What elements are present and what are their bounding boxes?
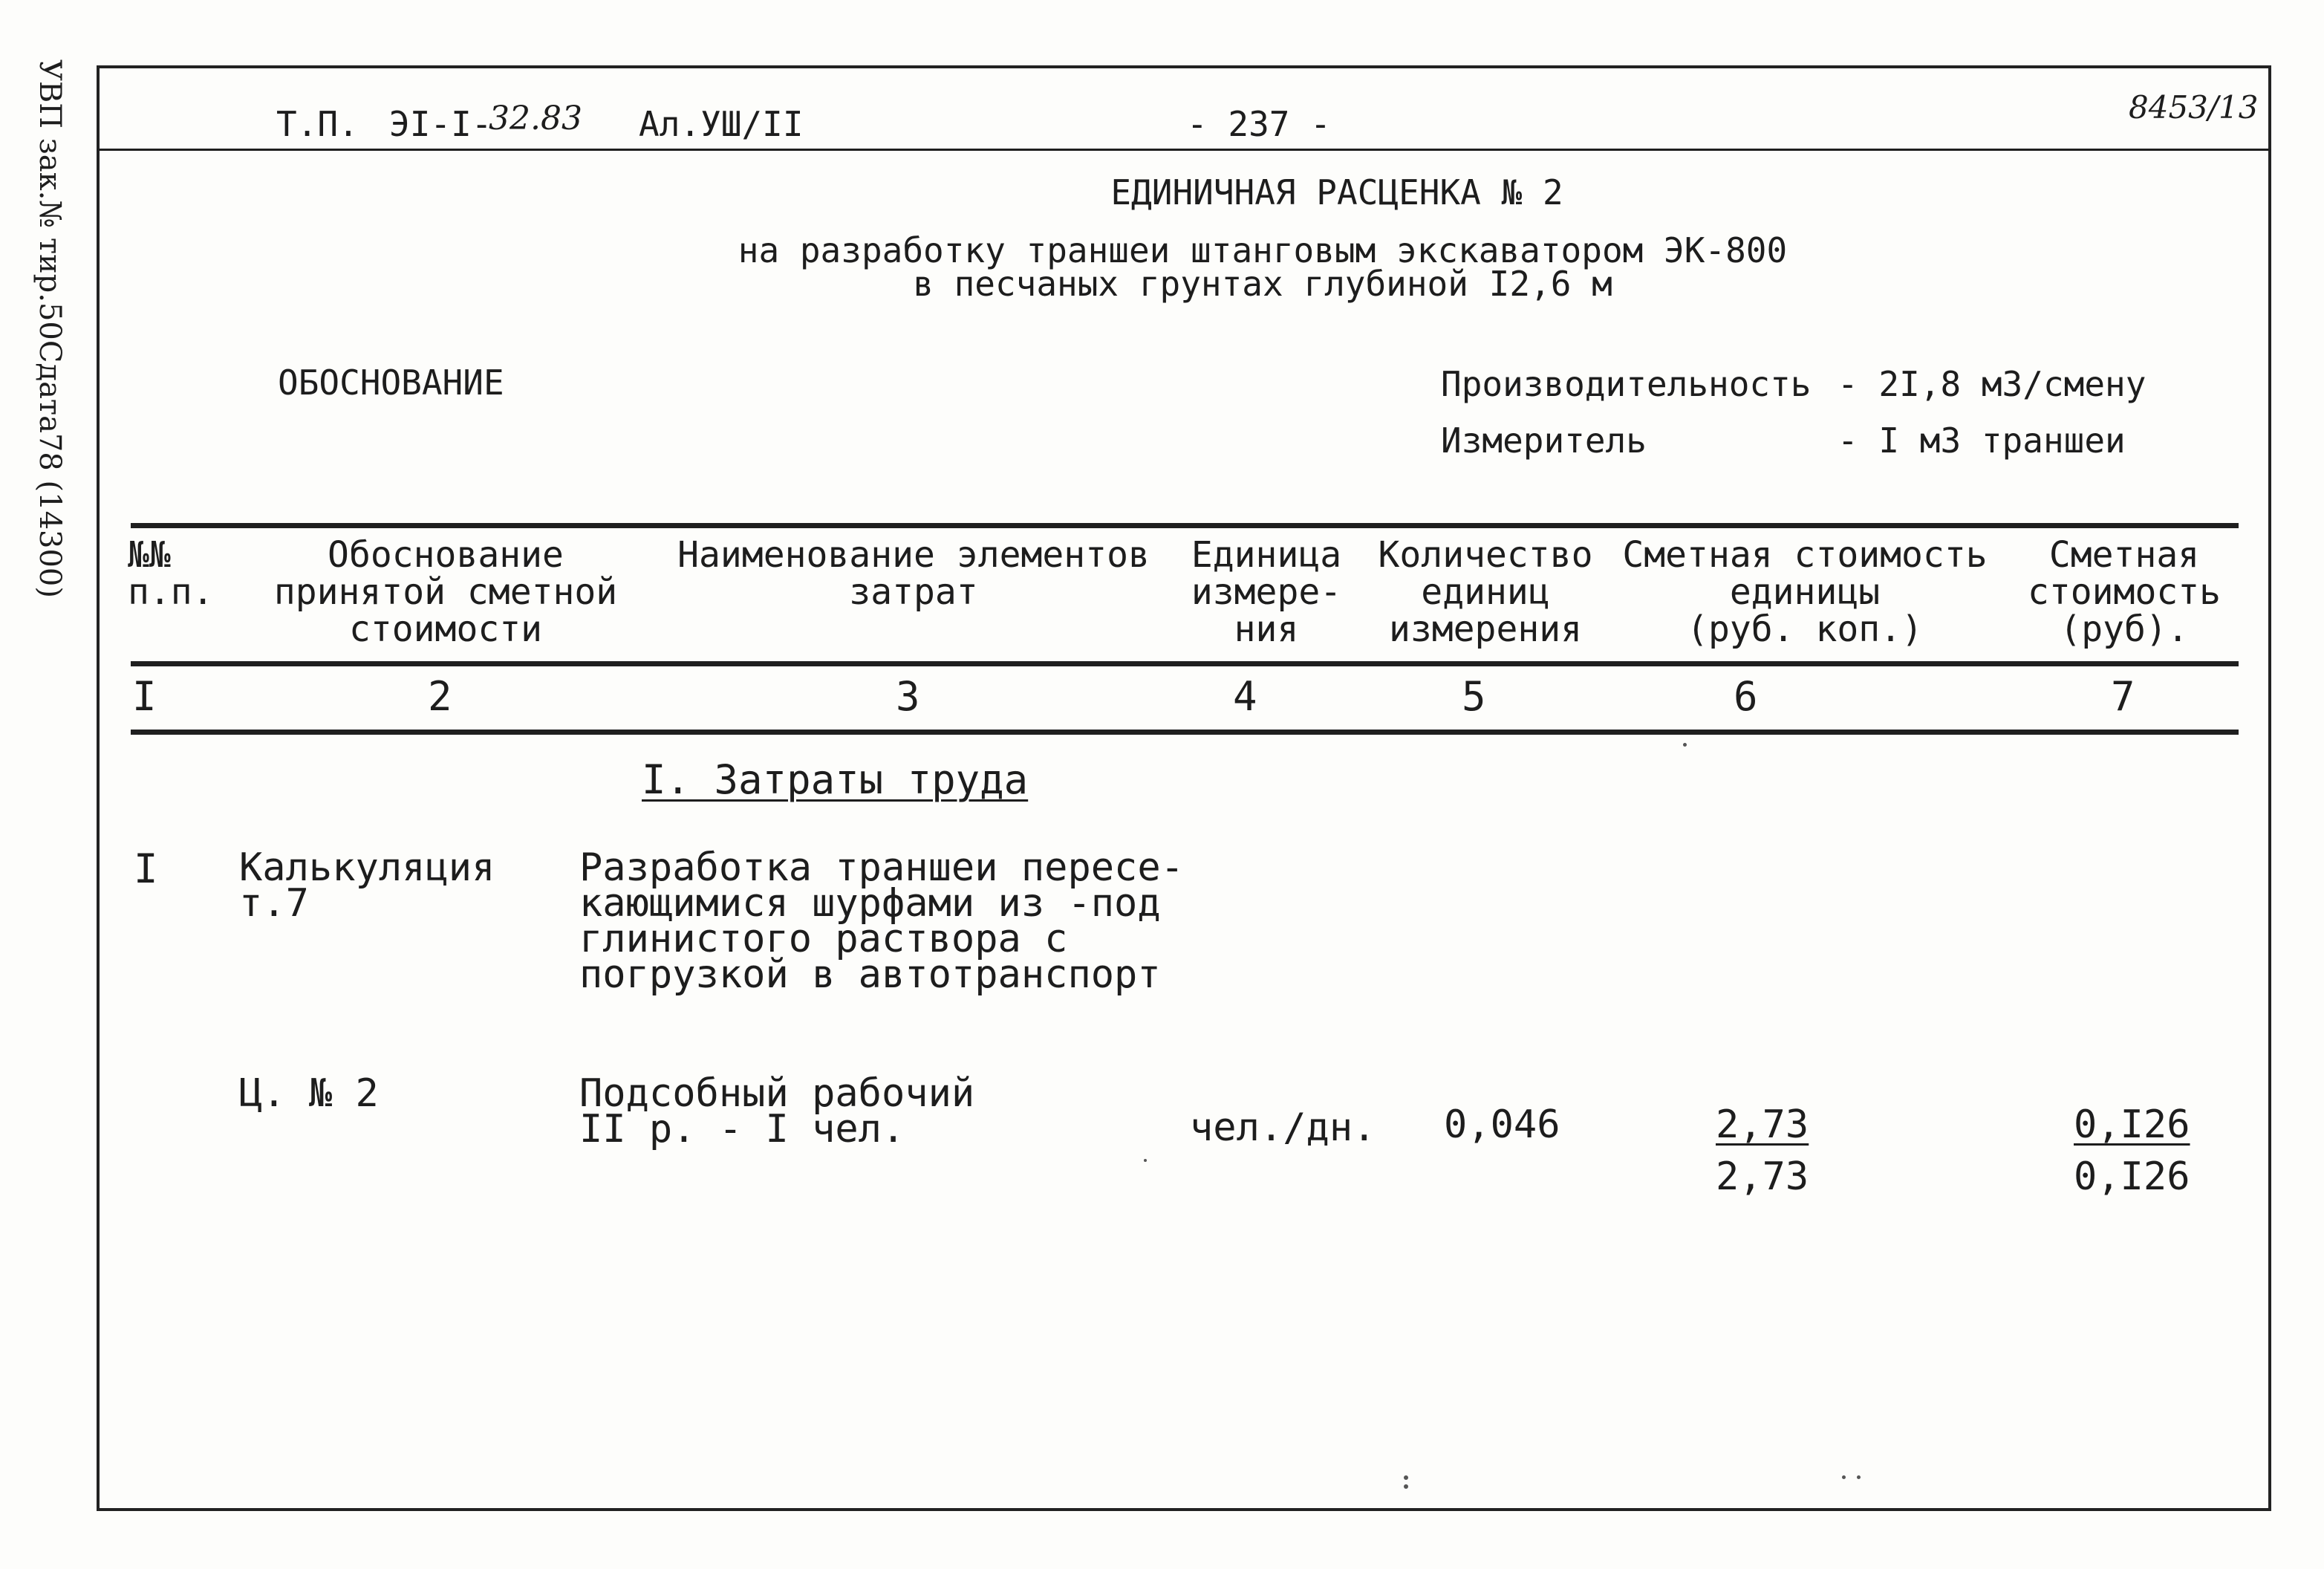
col-header-3-text: Наименование элементов затрат: [677, 534, 1150, 613]
album-code: Ал.УШ/II: [639, 104, 804, 144]
meter-value: - I м3 траншеи: [1838, 420, 2126, 461]
speck: [1842, 1475, 1846, 1479]
col-header-5: [1367, 536, 1604, 648]
meter-label: Измеритель: [1441, 420, 1647, 461]
col-header-4-text: Единица измере- ния: [1191, 534, 1342, 650]
col-number-7: 7: [2111, 673, 2135, 720]
col-header-2-text: Обоснование принятой сметной стоимости: [273, 534, 618, 650]
speck: [1404, 1475, 1408, 1480]
speck: [1144, 1159, 1147, 1162]
speck: [1683, 743, 1687, 747]
col-header-7-text: Сметная стоимость (руб).: [2027, 534, 2222, 650]
speck: [1404, 1484, 1408, 1489]
col-header-3: [654, 536, 1174, 611]
col-header-6: [1612, 536, 1998, 648]
col-header-7: [2005, 536, 2243, 648]
speck: [1857, 1475, 1861, 1479]
col-number-3: 3: [896, 673, 920, 720]
col-number-4: 4: [1233, 673, 1257, 720]
basis-label: ОБОСНОВАНИЕ: [278, 363, 504, 403]
row1-number: I: [134, 845, 158, 892]
table-top-rule: [131, 523, 2239, 528]
title-line3: в песчаных грунтах глубиной I2,6 м: [913, 264, 1612, 304]
productivity-value: - 2I,8 м3/смену: [1838, 364, 2146, 404]
header-rule: [97, 149, 2271, 151]
row1-name: Разработка траншеи пересе- кающимися шурфами из -под глинистого раствора с погрузкой в автотранспорт: [579, 845, 1184, 997]
productivity-label: Производительность: [1441, 364, 1812, 404]
col-header-6-text: Сметная стоимость единицы (руб. коп.): [1622, 534, 1988, 650]
row1-basis: Калькуляция т.7: [239, 845, 495, 926]
side-stamp-text: УВП зак.№ тир.50Сдата78 (14300): [33, 59, 67, 598]
col-header-4: [1174, 536, 1359, 648]
numbers-bottom-rule: [131, 730, 2239, 735]
sheet-number: 8453/13: [2129, 89, 2259, 126]
row2-basis: Ц. № 2: [239, 1071, 379, 1116]
col-number-6: 6: [1734, 673, 1758, 720]
col-header-1-text: №№ п.п.: [128, 534, 214, 613]
row2-unit-cost-top: 2,73: [1716, 1102, 1809, 1147]
header-bottom-rule: [131, 661, 2239, 666]
project-code-number: ЭI-I-: [389, 104, 492, 144]
row2-total-top: 0,I26: [2074, 1102, 2190, 1147]
col-number-2: 2: [428, 673, 452, 720]
section-title: I. Затраты труда: [642, 756, 1029, 803]
col-number-5: 5: [1462, 673, 1486, 720]
page-number: - 237 -: [1187, 104, 1331, 144]
col-header-2: [238, 536, 654, 648]
row2-total-bottom: 0,I26: [2074, 1154, 2190, 1199]
row2-unit-cost-bottom: 2,73: [1716, 1154, 1809, 1199]
side-stamp: [9, 59, 76, 598]
project-code-handwritten: 32.83: [489, 100, 582, 137]
col-header-1: [128, 536, 232, 611]
project-code-prefix: Т.П.: [276, 104, 359, 144]
row2-unit: чел./дн.: [1190, 1105, 1376, 1150]
col-number-1: I: [132, 673, 157, 720]
title-line1: ЕДИНИЧНАЯ РАСЦЕНКА № 2: [1110, 172, 1563, 212]
row2-name: Подсобный рабочий II р. - I чел.: [579, 1071, 975, 1151]
col-header-5-text: Количество единиц измерения: [1378, 534, 1593, 650]
row2-quantity: 0,046: [1444, 1102, 1560, 1147]
title-line2: на разработку траншеи штанговым экскаватором ЭК-800: [738, 230, 1788, 270]
